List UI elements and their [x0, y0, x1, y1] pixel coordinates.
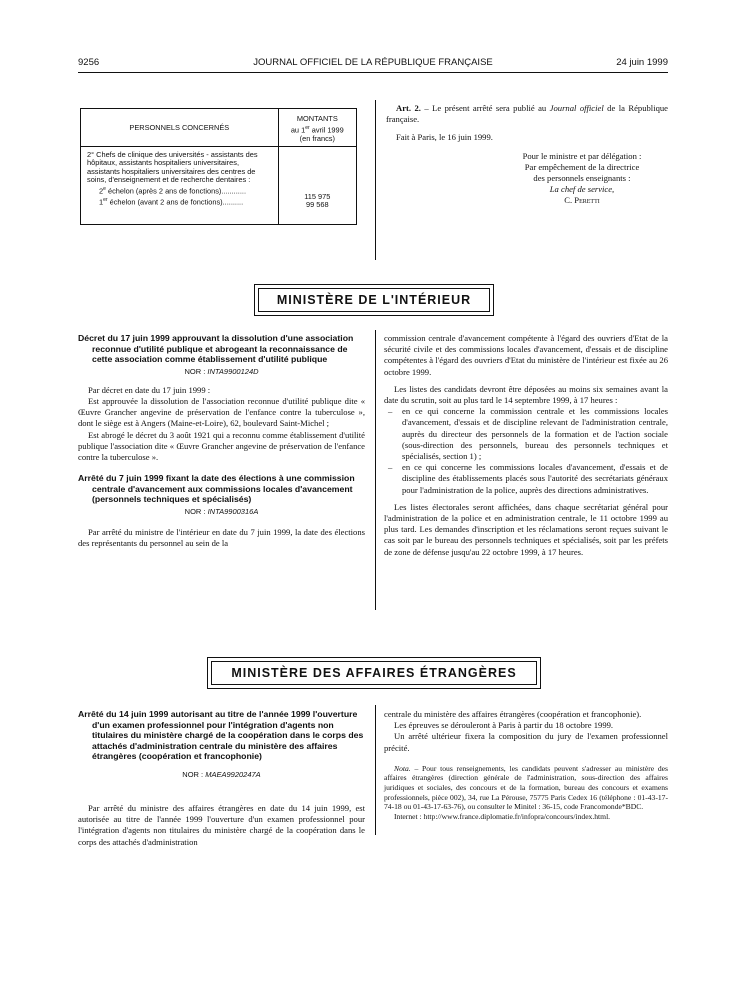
table-header-personnel: PERSONNELS CONCERNÉS — [81, 109, 279, 147]
examen-para: centrale du ministère des affaires étrangères (coopération et francophonie). — [384, 709, 642, 719]
column-rule — [375, 100, 376, 260]
arrete-examen-continued — [384, 709, 668, 821]
arrete-examen — [78, 709, 365, 848]
arrete-examen-para: Par arrêté du ministre des affaires étrangères en date du 14 juin 1999, est autorisée au titre de l'année 1999 l'ouverture d'un examen professionnel pour l'intégration d'agents non titulaires du ministère chargé de la coopération dans le corps des attachés d'administration — [78, 802, 365, 847]
decret-nor: NOR : INTA9900124D — [184, 366, 259, 376]
page-number: 9256 — [78, 57, 100, 68]
elections-para: Les listes électorales seront affichées, dans chaque secrétariat général pour l'administration de la police et en administration centrale, le 11 octobre 1999 au plus tard. Les demandes d'inscription et les réclamations seront reçues suivant le cas soit par le bureau des personnels techniques et spécialisés, soit par les préfets de zone de défense jusqu'au 22 octobre 1999, à 17 heures. — [384, 501, 668, 557]
table-row-label: 1er échelon (avant 2 ans de fonctions).......... — [99, 196, 244, 206]
ministry-affaires-etrangeres-title: MINISTÈRE DES AFFAIRES ÉTRANGÈRES — [211, 661, 537, 685]
examen-internet: Internet : http://www.france.diplomatie.fr/infopra/concours/index.html. — [394, 811, 611, 821]
column-rule — [375, 330, 376, 610]
elections-para: commission centrale d'avancement compétente à l'égard des ouvriers d'Etat de la sécurité civile et des commissions locales d'avancement, d'essais et de discipline compétentes à l'égard des ouvriers d'Etat du ministère de l'intérieur est fixée au 26 octobre 1999. — [384, 333, 668, 377]
decret-para: Est approuvée la dissolution de l'association reconnue d'utilité publique dite « Œuvre Grancher angevine de préservation de l'enfance contre la tuberculose », dont le siège est à Angers (Maine-et-Loire), 62, boulevard Saint-Michel ; — [78, 395, 365, 429]
decret-dissolution — [78, 333, 365, 549]
table-header-amount: MONTANTS au 1er avril 1999 (en francs) — [278, 109, 356, 147]
column-rule — [375, 705, 376, 835]
elections-para: Les listes des candidats devront être déposées au moins six semaines avant la date du scrutin, soit au plus tard le 14 septembre 1999, à 17 heures : — [384, 383, 668, 406]
salary-table — [80, 108, 357, 225]
arrete-elections-para: Par arrêté du ministre de l'intérieur en date du 7 juin 1999, la date des élections des représentants du personnel au sein de la — [78, 526, 365, 549]
arrete-elections-nor: NOR : INTA9900316A — [184, 506, 259, 516]
arrete-elections-continued — [384, 333, 668, 558]
arrete-examen-title: Arrêté du 14 juin 1999 autorisant au titre de l'année 1999 l'ouverture d'un examen professionnel pour l'intégration d'agents non titulaires du ministère chargé de la coopération dans le corps des attachés d'administration centrale du ministère des affaires étrangères (coopération et francophonie) — [78, 709, 364, 762]
ministry-interieur-banner — [254, 284, 494, 316]
examen-para: Les épreuves se dérouleront à Paris à partir du 18 octobre 1999. — [394, 720, 614, 731]
ministry-interieur-title: MINISTÈRE DE L'INTÉRIEUR — [258, 288, 490, 312]
decret-para: Par décret en date du 17 juin 1999 : — [88, 384, 211, 395]
examen-para: Un arrêté ultérieur fixera la composition du jury de l'examen professionnel précité. — [384, 731, 668, 753]
table-row-label: 2e échelon (après 2 ans de fonctions)............ — [99, 185, 246, 196]
decret-title: Décret du 17 juin 1999 approuvant la dissolution d'une association reconnue d'utilité publique et abrogeant la reconnaissance de cette association comme établissement d'utilité publique — [78, 333, 354, 365]
elections-bullet: – en ce qui concerne la commission centrale et les commissions locales d'avancement, d'essais et de discipline relevant de l'administration centrale, auprès du directeur des personnels de la formation et de l'action sociale (sous-direction des personnels, bureau des personnels techniques et spécialisés, section 1) ; — [384, 406, 668, 462]
table-category-cell — [81, 147, 279, 225]
table-amount-cell — [278, 147, 356, 225]
signature-block: Pour le ministre et par délégation : Par empêchement de la directrice des personnels enseignants : La chef de service, C. Peretti — [522, 150, 642, 206]
fait-a-paris: Fait à Paris, le 16 juin 1999. — [396, 132, 493, 143]
table-category: 2° Chefs de clinique des universités - assistants des hôpitaux, assistants hospitaliers universitaires, assistants hospitaliers universitaires des centres de soins, d'enseignement et de recherche dentaires : — [87, 150, 258, 185]
decret-para: Est abrogé le décret du 3 août 1921 qui a reconnu comme établissement d'utilité publique l'association dite « Œuvre Grancher angevine de préservation de l'enfance contre la tuberculose ». — [78, 429, 365, 462]
table-amount: 115 975 — [304, 192, 331, 201]
examen-note: Nota. – Pour tous renseignements, les candidats peuvent s'adresser au ministère des affaires étrangères (direction générale de l'administration, sous-direction des affaires juridiques et sociales, des concours et de la formation, bureau des concours et examens professionnels, pièce 002), 34, rue La Pérouse, 75775 Paris Cedex 16 (téléphone : 01-43-17-74-18 ou 01-43-17-63-76), ou consulter le Minitel : 36-15, code Francomonde*BDC. — [384, 763, 668, 812]
elections-bullet: – en ce qui concerne les commissions locales d'avancement, d'essais et de discipline des établissements placés sous l'autorité des secrétariats généraux pour l'administration de la police, auprès des directions administratives. — [384, 462, 668, 496]
ministry-affaires-etrangeres-banner — [207, 657, 541, 689]
page-date: 24 juin 1999 — [616, 57, 668, 68]
header-rule — [78, 72, 668, 73]
table-amount: 99 568 — [305, 200, 329, 210]
journal-title: JOURNAL OFFICIEL DE LA RÉPUBLIQUE FRANÇAISE — [253, 57, 493, 68]
arrete-examen-nor: NOR : MAEA9920247A — [182, 769, 261, 779]
arrete-elections-title: Arrêté du 7 juin 1999 fixant la date des élections à une commission centrale d'avancement aux commissions locales d'avancement (personnels techniques et spécialisés) — [78, 473, 355, 505]
article-2: Art. 2. – Le présent arrêté sera publié au Journal officiel de la République française. Fait à Paris, le 16 juin 1999. Pour le ministre et par délégation : Par empêchement de la directrice des personnels enseignants : La chef de service, C. Peretti — [386, 103, 668, 206]
